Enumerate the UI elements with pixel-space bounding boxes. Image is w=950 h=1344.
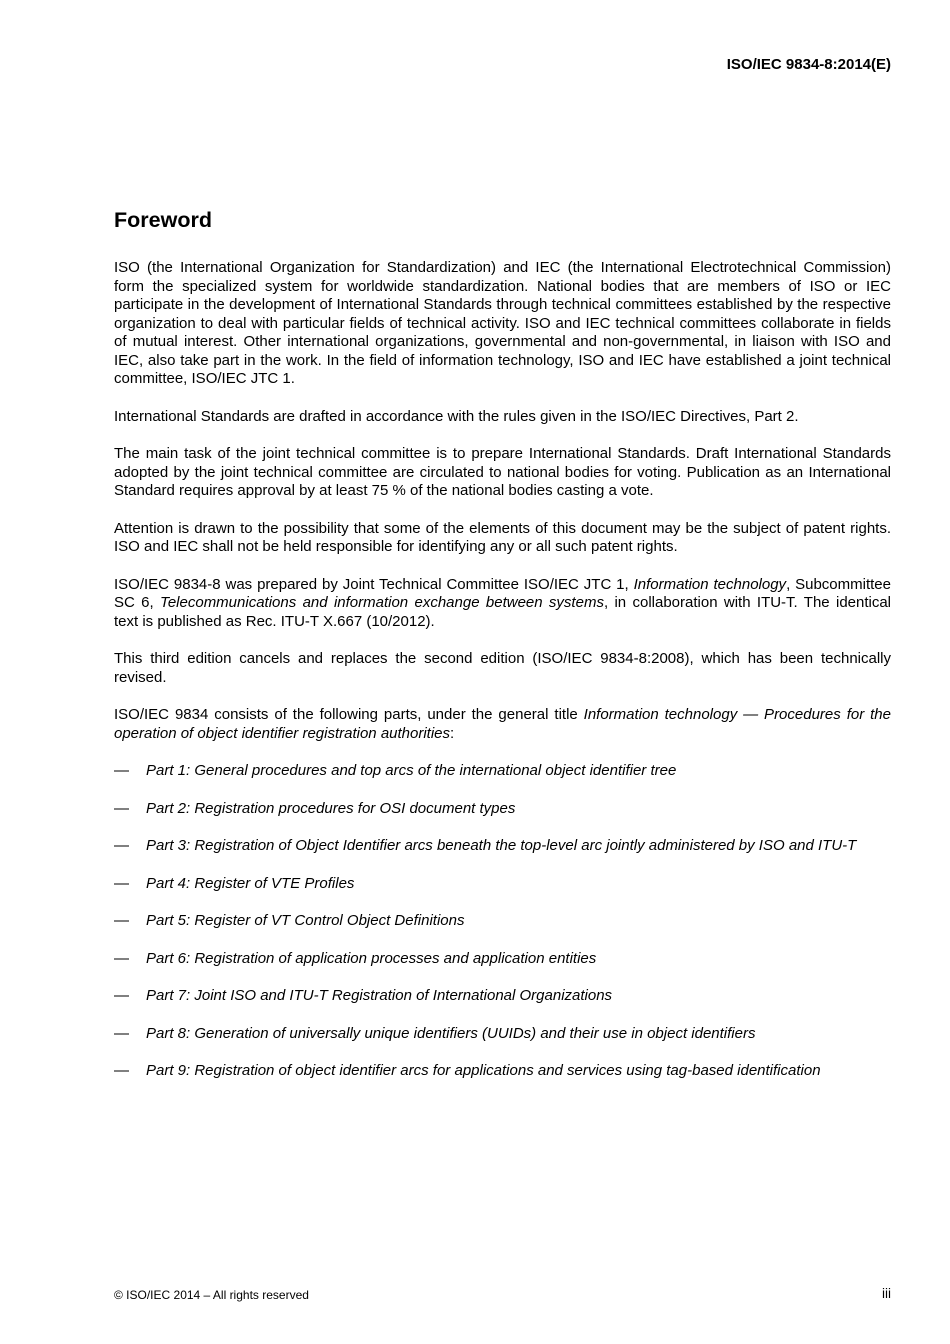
dash-bullet: — bbox=[114, 987, 129, 1004]
dash-bullet: — bbox=[114, 912, 129, 929]
list-item bbox=[114, 875, 891, 894]
list-item-text: Part 9: Registration of object identifier arcs for applications and services using tag-based identification bbox=[146, 1062, 821, 1079]
dash-bullet: — bbox=[114, 1024, 129, 1042]
prepared-by-text-1: ISO/IEC 9834-8 was prepared by Joint Technical Committee ISO/IEC JTC 1, bbox=[114, 575, 634, 593]
list-item bbox=[114, 950, 891, 969]
list-item-text: Part 1: General procedures and top arcs of the international object identifier tree bbox=[146, 762, 677, 779]
list-item-text: Part 3: Registration of Object Identifier arcs beneath the top-level arc jointly administered by ISO and ITU-T bbox=[146, 837, 857, 854]
dash-bullet: — bbox=[114, 1062, 129, 1079]
foreword-section bbox=[114, 208, 891, 1100]
list-item bbox=[114, 1025, 891, 1044]
list-item-text: Part 7: Joint ISO and ITU-T Registration of International Organizations bbox=[146, 987, 613, 1004]
copyright-notice: © ISO/IEC 2014 – All rights reserved bbox=[114, 1288, 309, 1302]
paragraph-prepared-by bbox=[114, 576, 891, 632]
parts-general-title: Information technology — Procedures for the operation of object identifier registration authorities bbox=[114, 706, 891, 742]
list-item bbox=[114, 1062, 891, 1081]
list-item bbox=[114, 837, 891, 856]
paragraph-directives: International Standards are drafted in accordance with the rules given in the ISO/IEC Directives, Part 2. bbox=[114, 407, 799, 425]
list-item bbox=[114, 912, 891, 931]
list-item-text: Part 6: Registration of application processes and application entities bbox=[146, 949, 597, 967]
list-item-text: Part 8: Generation of universally unique identifiers (UUIDs) and their use in object identifiers bbox=[146, 1024, 756, 1042]
list-item-text: Part 2: Registration procedures for OSI document types bbox=[146, 799, 516, 817]
page-title: Foreword bbox=[114, 208, 212, 232]
dash-bullet: — bbox=[114, 762, 129, 779]
dash-bullet: — bbox=[114, 799, 129, 817]
parts-intro-text-2: : bbox=[450, 724, 455, 742]
page-number: iii bbox=[882, 1286, 891, 1301]
dash-bullet: — bbox=[114, 949, 129, 967]
paragraph-patent-rights: Attention is drawn to the possibility that some of the elements of this document may be the subject of patent rights. ISO and IEC shall not be held responsible for identifying any or all such patent rights. bbox=[114, 519, 891, 555]
dash-bullet: — bbox=[114, 837, 129, 854]
prepared-by-subcommittee-title: Telecommunications and information exchange between systems bbox=[160, 594, 604, 611]
paragraph-main-task: The main task of the joint technical committee is to prepare International Standards. Draft International Standards adopted by the joint technical committee are circulated to national bodies for voting. Publication as an International Standard requires approval by at least 75 % of the national bodies casting a vote. bbox=[114, 445, 891, 499]
prepared-by-text-3: , in collaboration with ITU-T. The identical text is published as Rec. ITU-T X.667 (10/2012). bbox=[114, 594, 892, 630]
list-item bbox=[114, 987, 891, 1006]
list-item-text: Part 5: Register of VT Control Object Definitions bbox=[146, 912, 465, 929]
paragraph-parts-intro bbox=[114, 706, 891, 743]
prepared-by-text-2: , Subcommittee SC 6, bbox=[114, 575, 891, 611]
list-item bbox=[114, 800, 891, 819]
parts-intro-text-1: ISO/IEC 9834 consists of the following parts, under the general title bbox=[114, 706, 584, 723]
paragraph-iso-iec-intro: ISO (the International Organization for Standardization) and IEC (the International Electrotechnical Commission) form the specialized system for worldwide standardization. National bodies that are members of ISO or IEC participate in the development of International Standards through technical committees established by the respective organization to deal with particular fields of technical activity. ISO and IEC technical committees collaborate in fields of mutual interest. Other international organizations, governmental and non-governmental, in liaison with ISO and IEC, also take part in the work. In the field of information technology, ISO and IEC have established a joint technical committee, ISO/IEC JTC 1. bbox=[114, 259, 891, 387]
paragraph-edition: This third edition cancels and replaces the second edition (ISO/IEC 9834-8:2008), which has been technically revised. bbox=[114, 650, 891, 686]
prepared-by-committee-title: Information technology bbox=[633, 575, 787, 593]
list-item bbox=[114, 762, 891, 781]
parts-list bbox=[114, 762, 891, 1081]
list-item-text: Part 4: Register of VTE Profiles bbox=[146, 874, 355, 892]
dash-bullet: — bbox=[114, 874, 129, 892]
document-identifier: ISO/IEC 9834-8:2014(E) bbox=[726, 56, 891, 73]
